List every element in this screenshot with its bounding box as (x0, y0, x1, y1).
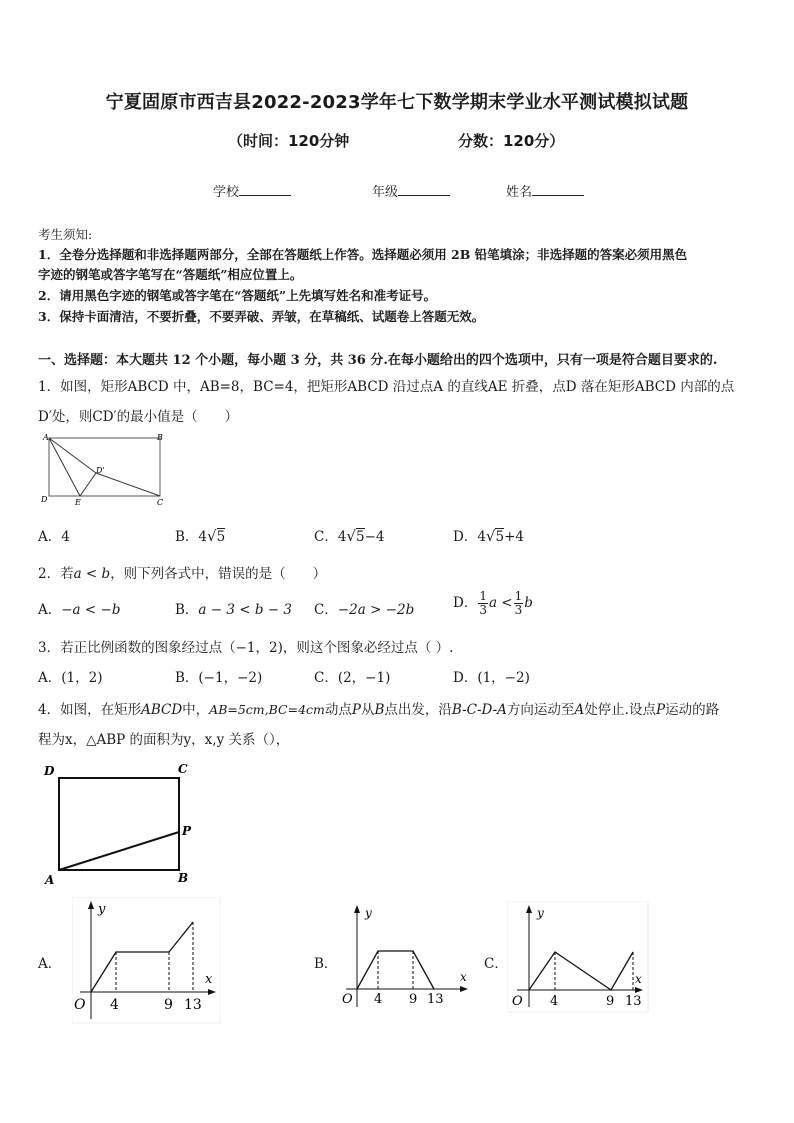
q3-option-a[interactable]: A．(1，2) (38, 670, 103, 686)
q2-option-d[interactable]: D． $\frac{1}{3}$ a < $\frac{1}{3}$ b (453, 589, 533, 617)
q4-label-p: P (182, 824, 192, 838)
q4-graph-b[interactable] (336, 903, 472, 1013)
y-axis-arrow (88, 901, 94, 909)
x-axis-arrow (460, 986, 468, 992)
q1-line-ae (49, 438, 80, 496)
name-blank[interactable] (532, 183, 584, 196)
tick-9: 9 (606, 994, 615, 1009)
tick-4: 4 (110, 997, 119, 1013)
q2-option-b[interactable]: B．a − 3 < b − 3 (175, 602, 292, 618)
graph-c-line (529, 952, 633, 990)
q1-figure (38, 430, 170, 510)
tick-13: 13 (625, 994, 642, 1009)
q4-option-c-label[interactable]: C． (484, 956, 508, 972)
q1-option-a[interactable]: A．4 (38, 529, 70, 545)
q2-stem: 2．若a < b，则下列各式中，错误的是（ ） (38, 566, 327, 582)
document-title: 宁夏固原市西吉县2022-2023学年七下数学期末学业水平测试模拟试题 (105, 92, 689, 113)
q2-option-c[interactable]: C．−2a > −2b (314, 602, 415, 618)
q3-option-c[interactable]: C．(2，−1) (314, 670, 391, 686)
tick-13: 13 (184, 997, 202, 1013)
q4-line-ap (59, 832, 179, 870)
section-heading: 一、选择题：本大题共 12 个小题，每小题 3 分，共 36 分.在每小题给出的四个选项中，只有一项是符合题目要求的. (38, 353, 718, 368)
q4-label-d: D (44, 764, 55, 778)
graph-a-line (91, 922, 193, 992)
q1-label-a: A (43, 433, 49, 442)
x-axis-arrow (208, 989, 216, 995)
q3-option-d[interactable]: D．(1，−2) (453, 670, 530, 686)
tick-4: 4 (374, 992, 383, 1007)
q1-label-b: B (157, 433, 163, 442)
q4-graph-c[interactable] (507, 901, 649, 1013)
y-label: y (365, 906, 372, 920)
q1-label-e: E (75, 498, 81, 507)
x-label: x (205, 972, 213, 987)
q3-stem: 3．若正比例函数的图象经过点（−1，2)，则这个图象必经过点（ ）. (38, 640, 454, 656)
q4-label-c: C (178, 762, 188, 776)
origin-label: O (512, 994, 523, 1009)
x-axis-arrow (635, 987, 643, 993)
x-label: x (635, 972, 642, 986)
y-label: y (98, 902, 106, 917)
y-axis-arrow (354, 905, 360, 913)
q4-graph-a[interactable] (72, 897, 222, 1025)
q4-figure (38, 760, 208, 890)
sqrt-symbol: √ (207, 527, 217, 545)
tick-13: 13 (427, 992, 444, 1007)
exam-time: （时间：120分钟 (228, 132, 350, 150)
sqrt-symbol: √ (485, 527, 496, 545)
q1-label-c: C (157, 498, 164, 507)
name-label: 姓名 (506, 185, 533, 200)
notice-item-1: 1．全卷分选择题和非选择题两部分，全部在答题纸上作答。选择题必须用 2B 铅笔填涂；非选择题的答案必须用黑色 (38, 247, 688, 262)
fraction-1: $\frac{1}{3}$ (479, 589, 487, 617)
tick-9: 9 (409, 992, 418, 1007)
q3-option-b[interactable]: B．(−1，−2) (175, 670, 263, 686)
school-blank[interactable] (239, 183, 291, 196)
q1-stem-line2: D′处，则CD′的最小值是（ ） (38, 409, 239, 425)
notice-heading: 考生须知: (38, 227, 93, 242)
graph-b-line (357, 951, 434, 989)
notice-item-3: 3．保持卡面清洁，不要折叠，不要弄破、弄皱，在草稿纸、试题卷上答题无效。 (38, 309, 485, 324)
q1-line-dpc (96, 473, 160, 496)
q4-label-b: B (178, 871, 189, 885)
origin-label: O (74, 997, 86, 1013)
sqrt-symbol: √ (346, 527, 356, 545)
grade-blank[interactable] (398, 183, 450, 196)
tick-4: 4 (550, 994, 559, 1009)
exam-score: 分数：120分） (458, 132, 565, 150)
x-label: x (460, 970, 467, 984)
q2-option-a[interactable]: A．−a < −b (38, 602, 121, 618)
tick-9: 9 (164, 997, 173, 1013)
q1-option-c[interactable]: C．4√5−4 (314, 527, 385, 545)
q1-option-d[interactable]: D．4√5+4 (453, 527, 524, 545)
grade-label: 年级 (372, 185, 399, 200)
origin-label: O (342, 992, 353, 1007)
q1-option-b[interactable]: B．4√5 (175, 527, 226, 545)
name-field (506, 181, 584, 200)
fraction-2: $\frac{1}{3}$ (514, 589, 523, 617)
q1-label-d: D (41, 495, 48, 504)
y-axis-arrow (526, 905, 532, 913)
q4-stem-line2: 程为x，△ABP 的面积为y，x,y 关系（）， (38, 732, 290, 748)
q4-stem-line1: 4．如图，在矩形ABCD中，AB=5cm,BC=4cm动点P从B点出发，沿B-C-D-A方向运动至A处停止.设点P运动的路 (38, 702, 720, 718)
school-label: 学校 (213, 185, 240, 200)
q4-label-a: A (45, 873, 55, 887)
notice-item-1-cont: 字迹的钢笔或答字笔写在“答题纸”相应位置上。 (38, 267, 303, 282)
q4-rect (59, 778, 179, 870)
q1-stem-line1: 1．如图，矩形ABCD 中，AB=8，BC=4，把矩形ABCD 沿过点A 的直线AE 折叠，点D 落在矩形ABCD 内部的点 (38, 379, 735, 395)
q1-label-dprime: D' (96, 466, 105, 475)
q1-line-adp (49, 438, 96, 473)
grade-field (372, 181, 450, 200)
q4-option-a-label[interactable]: A． (38, 956, 62, 972)
school-field (213, 181, 291, 200)
q1-line-edp (80, 473, 96, 496)
notice-item-2: 2．请用黑色字迹的钢笔或答字笔在“答题纸”上先填写姓名和准考证号。 (38, 288, 437, 303)
y-label: y (537, 906, 544, 920)
q4-option-b-label[interactable]: B． (314, 956, 338, 972)
